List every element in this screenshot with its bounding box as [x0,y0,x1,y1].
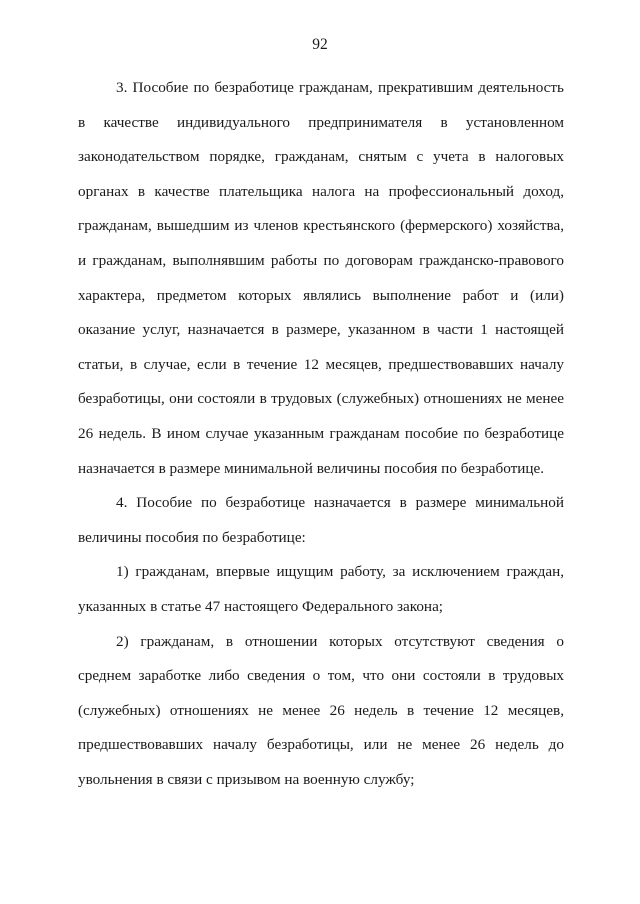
document-body [78,71,564,797]
page-number: 92 [312,36,328,53]
list-item-1: 1) гражданам, впервые ищущим работу, за исключением граждан, указанных в статье 47 настоящего Федерального закона; [78,563,564,615]
paragraph-3: 3. Пособие по безработице гражданам, прекратившим деятельность в качестве индивидуального предпринимателя в установленном законодательством порядке, гражданам, снятым с учета в налоговых органах в качестве плательщика налога на профессиональный доход, гражданам, вышедшим из членов крестьянского (фермерского) хозяйства, и гражданам, выполнявшим работы по договорам гражданско-правового характера, предметом которых являлись выполнение работ и (или) оказание услуг, назначается в размере, указанном в части 1 настоящей статьи, в случае, если в течение 12 месяцев, предшествовавших началу безработицы, они состояли в трудовых (служебных) отношениях не менее 26 недель. В ином случае указанным гражданам пособие по безработице назначается в размере минимальной величины пособия по безработице. [78,79,564,477]
paragraph-4: 4. Пособие по безработице назначается в размере минимальной величины пособия по безработице: [78,494,564,546]
list-item-2: 2) гражданам, в отношении которых отсутствуют сведения о среднем заработке либо сведения о том, что они состояли в трудовых (служебных) отношениях не менее 26 недель в течение 12 месяцев, предшествовавших началу безработицы, или не менее 26 недель до увольнения в связи с призывом на военную службу; [78,632,564,788]
